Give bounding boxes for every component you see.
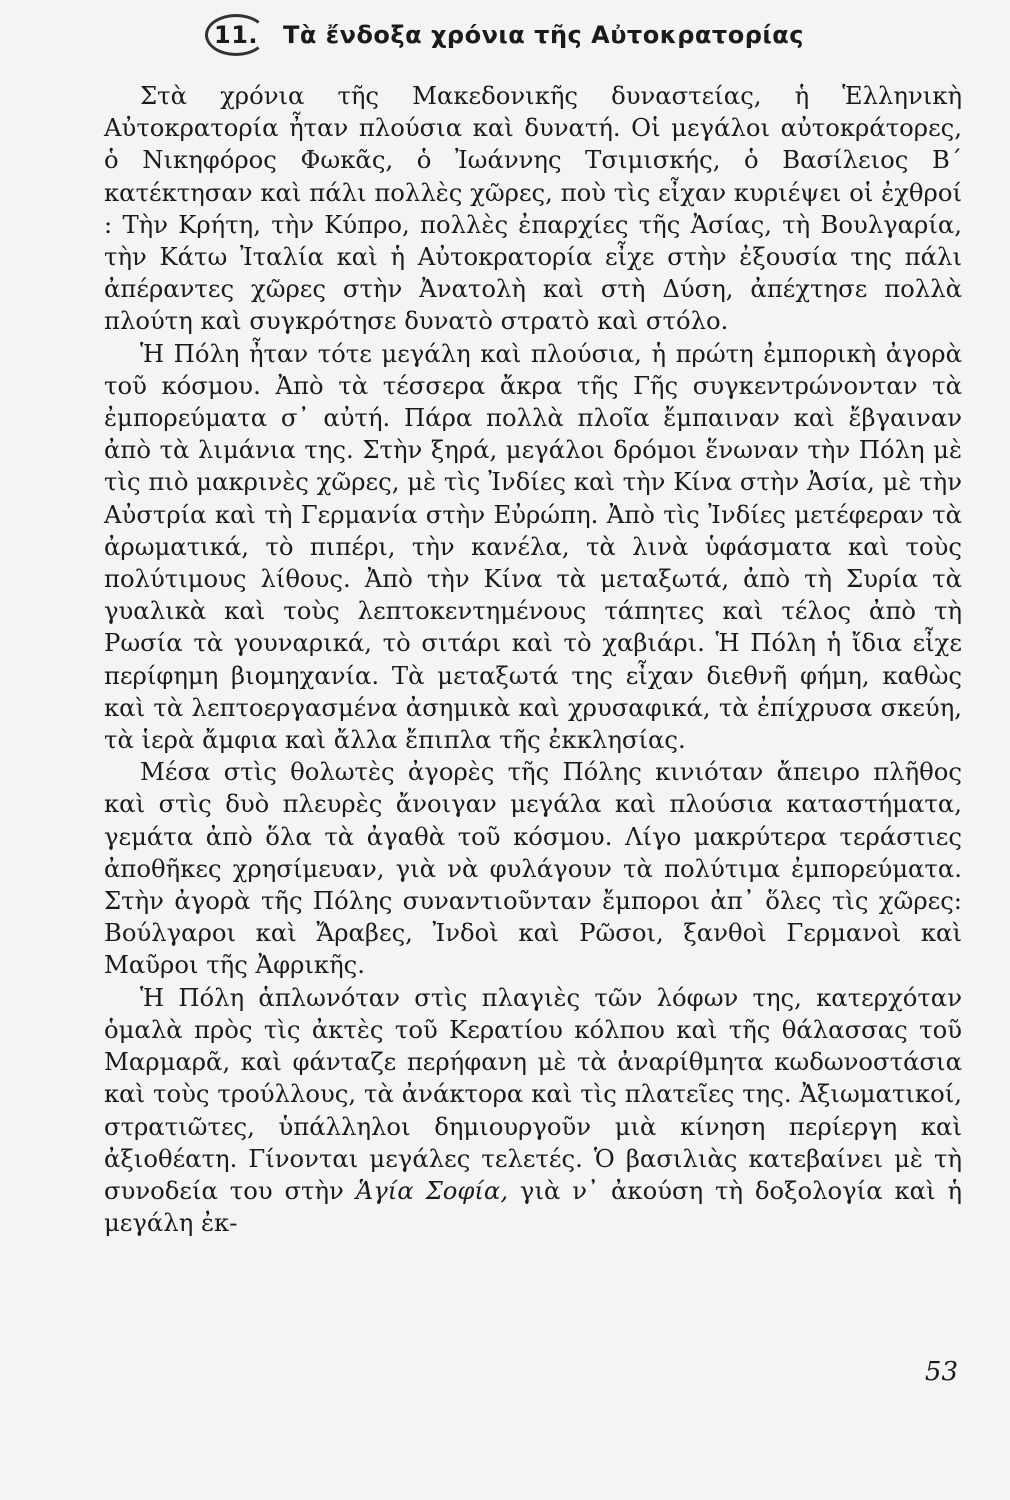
paragraph-3: Μέσα στὶς θολωτὲς ἀγορὲς τῆς Πόλης κινιόταν ἄπειρο πλῆθος καὶ στὶς δυὸ πλευρὲς ἄνοιγαν μεγάλα καὶ πλούσια καταστήματα, γεμάτα ἀπὸ ὅλα τὰ ἀγαθὰ τοῦ κόσμου. Λίγο μακρύτερα τεράστιες ἀποθῆκες χρησίμευαν, γιὰ νὰ φυλάγουν τὰ πολύτιμα ἐμπορεύματα. Στὴν ἀγορὰ τῆς Πόλης συναντιοῦνταν ἔμποροι ἀπ᾿ ὅλες τὶς χῶρες: Βούλγαροι καὶ Ἄραβες, Ἰνδοὶ καὶ Ρῶσοι, ξανθοὶ Γερμανοὶ καὶ Μαῦροι τῆς Ἀφρικῆς. — [104, 757, 962, 980]
paragraph-2: Ἡ Πόλη ἦταν τότε μεγάλη καὶ πλούσια, ἡ πρώτη ἐμπορικὴ ἀγορὰ τοῦ κόσμου. Ἀπὸ τὰ τέσσερα ἄκρα τῆς Γῆς συγκεντρώνονταν τὰ ἐμπορεύματα σ᾿ αὐτή. Πάρα πολλὰ πλοῖα ἔμπαιναν καὶ ἔβγαιναν ἀπὸ τὰ λιμάνια της. Στὴν ξηρά, μεγάλοι δρόμοι ἕνωναν τὴν Πόλη μὲ τὶς πιὸ μακρινὲς χῶρες, μὲ τὶς Ἰνδίες καὶ τὴν Κίνα στὴν Ἀσία, μὲ τὴν Αὐστρία καὶ τὴ Γερμανία στὴν Εὐρώπη. Ἀπὸ τὶς Ἰνδίες μετέφεραν τὰ ἀρωματικά, τὸ πιπέρι, τὴν κανέλα, τὰ λινὰ ὑφάσματα καὶ τοὺς πολύτιμους λίθους. Ἀπὸ τὴν Κίνα τὰ μεταξωτά, ἀπὸ τὴ Συρία τὰ γυαλικὰ καὶ τοὺς λεπτοκεντημένους τάπητες καὶ τέλος ἀπὸ τὴ Ρωσία τὰ γουναρικά, τὸ σιτάρι καὶ τὸ χαβιάρι. Ἡ Πόλη ἡ ἴδια εἶχε περίφημη βιομηχανία. Τὰ μεταξωτά της εἶχαν διεθνῆ φήμη, καθὼς καὶ τὰ λεπτοεργασμένα ἀσημικὰ καὶ χρυσαφικά, τὰ ἐπίχρυσα σκεύη, τὰ ἱερὰ ἄμφια καὶ ἄλλα ἔπιπλα τῆς ἐκκλησίας. — [104, 338, 962, 755]
chapter-body — [104, 80, 962, 1239]
chapter-number: 11. — [205, 14, 267, 56]
paragraph-4 — [104, 982, 962, 1240]
chapter-title: Τὰ ἔνδοξα χρόνια τῆς Αὐτοκρατορίας — [283, 21, 804, 49]
paragraph-1: Στὰ χρόνια τῆς Μακεδονικῆς δυναστείας, ἡ Ἑλληνικὴ Αὐτοκρατορία ἦταν πλούσια καὶ δυνατή. Οἱ μεγάλοι αὐτοκράτορες, ὁ Νικηφόρος Φωκᾶς, ὁ Ἰωάννης Τσιμισκής, ὁ Βασίλειος Β΄ κατέκτησαν καὶ πάλι πολλὲς χῶρες, ποὺ τὶς εἶχαν κυριέψει οἱ ἐχθροί : Τὴν Κρήτη, τὴν Κύπρο, πολλὲς ἐπαρχίες τῆς Ἀσίας, τὴ Βουλγαρία, τὴν Κάτω Ἰταλία καὶ ἡ Αὐτοκρατορία εἶχε στὴν ἐξουσία της πάλι ἀπέραντες χῶρες στὴν Ἀνατολὴ καὶ στὴ Δύση, ἀπέχτησε πολλὰ πλούτη καὶ συγκρότησε δυνατὸ στρατὸ καὶ στόλο. — [104, 81, 962, 336]
hagia-sophia-italic: Ἁγία Σοφία, — [355, 1175, 509, 1205]
page-number: 53 — [924, 1357, 958, 1387]
paragraph-4-text: Ἡ Πόλη ἁπλωνόταν στὶς πλαγιὲς τῶν λόφων της, κατερχόταν ὁμαλὰ πρὸς τὶς ἀκτὲς τοῦ Κερατίου κόλπου καὶ τῆς θάλασσας τοῦ Μαρμαρᾶ, καὶ φάνταζε περήφανη μὲ τὰ ἀναρίθμητα κωδωνοστάσια καὶ τοὺς τρούλλους, τὰ ἀνάκτορα καὶ τὶς πλατεῖες της. Ἀξιωματικοί, στρατιῶτες, ὑπάλληλοι δημιουργοῦν μιὰ κίνηση περίεργη καὶ ἀξιοθέατη. Γίνονται μεγάλες τελετές. Ὁ βασιλιὰς κατεβαίνει μὲ τὴ συνοδεία του στὴν — [104, 982, 962, 1205]
paragraph-4-tail: γιὰ ν᾿ ἀκούση τὴ δοξολογία καὶ ἡ μεγάλη ἐκ- — [104, 1175, 963, 1238]
chapter-heading — [205, 14, 905, 56]
